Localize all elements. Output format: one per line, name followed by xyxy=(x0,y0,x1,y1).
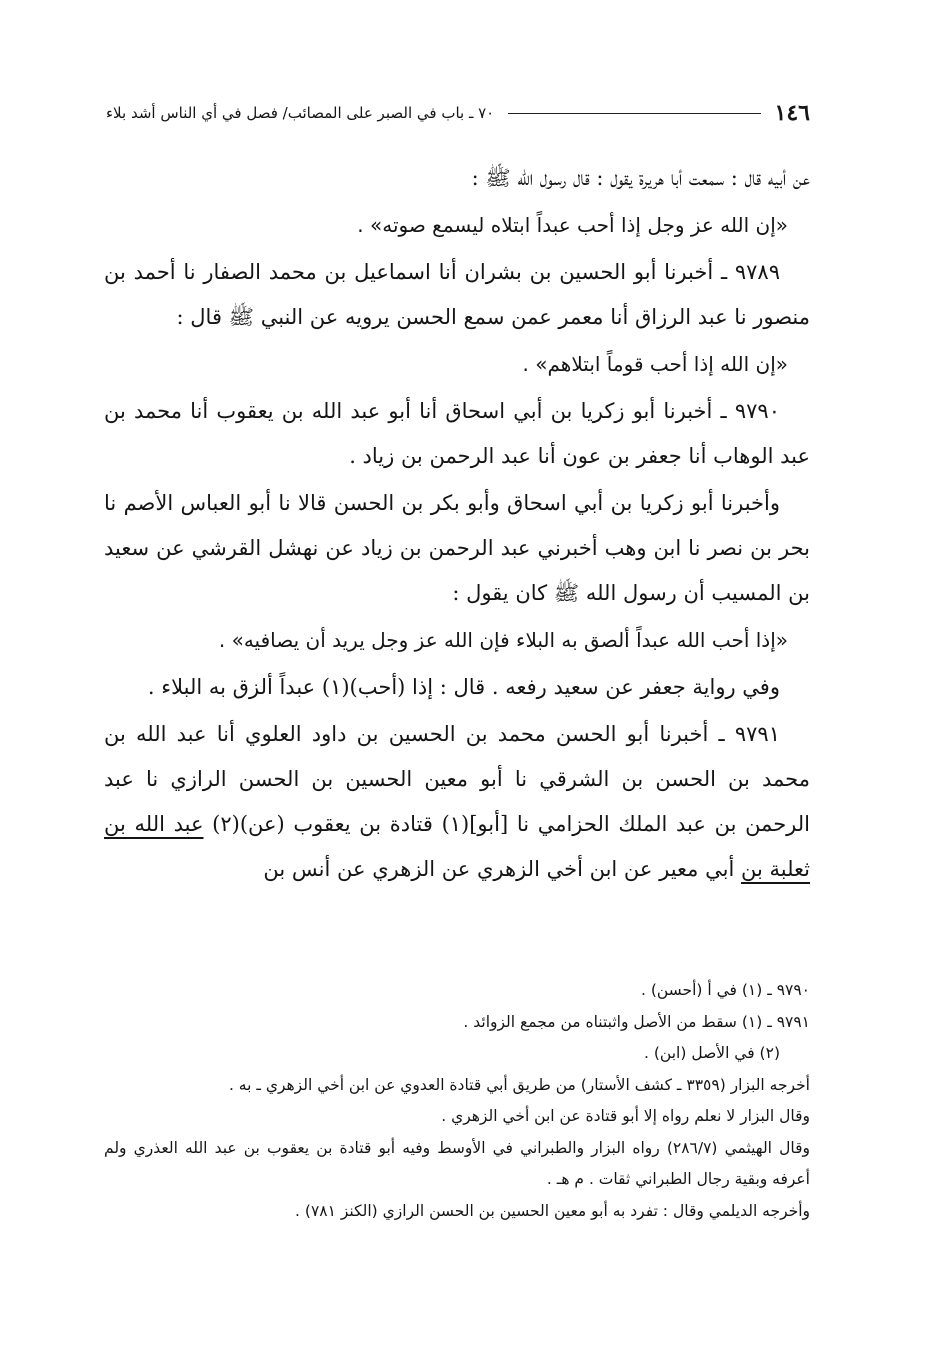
running-title: ٧٠ ـ باب في الصبر على المصائب/ فصل في أي الناس أشد بلاء xyxy=(106,104,495,122)
underlined-name: عبد الله بن ثعلبة بن xyxy=(104,812,810,881)
page-header xyxy=(106,96,810,130)
page-number: ١٤٦ xyxy=(774,100,810,126)
footnote-9791-1: ٩٧٩١ ـ (١) سقط من الأصل واثبتناه من مجمع الزوائد . xyxy=(463,1012,810,1031)
hadith-9791 xyxy=(104,712,810,892)
footnote-bazzar-comment: وقال البزار لا نعلم رواه إلا أبو قتادة عن ابن أخي الزهري . xyxy=(441,1107,810,1125)
hadith-quote-3: «إذا أحب الله عبداً ألصق به البلاء فإن الله عز وجل يريد أن يصافيه» . xyxy=(218,628,788,652)
hadith-9791-tail: أبي معير عن ابن أخي الزهري عن الزهري عن أنس بن xyxy=(263,857,735,881)
footnote-9791-2: (٢) في الأصل (ابن) . xyxy=(644,1044,780,1062)
paragraph-intro: عن أبيه قال : سمعت أبا هريرة يقول : قال رسول الله ﷺ : xyxy=(471,166,810,190)
hadith-9790: ٩٧٩٠ ـ أخبرنا أبو زكريا بن أبي اسحاق أنا أبو عبد الله بن يعقوب أنا محمد بن عبد الوهاب أنا جعفر بن عون أنا عبد الرحمن بن زياد . xyxy=(104,399,810,468)
hadith-quote-2: «إن الله إذا أحب قوماً ابتلاهم» . xyxy=(522,352,788,376)
hadith-9790-chain-2: وأخبرنا أبو زكريا بن أبي اسحاق وأبو بكر بن الحسن قالا نا أبو العباس الأصم نا بحر بن نصر نا ابن وهب أخبرني عبد الرحمن بن زياد عن نهشل القرشي عن سعيد بن المسيب أن رسول الله ﷺ كان يقول : xyxy=(104,491,810,605)
footnote-9790-1: ٩٧٩٠ ـ (١) في أ (أحسن) . xyxy=(640,981,810,999)
hadith-quote-1: «إن الله عز وجل إذا أحب عبداً ابتلاه ليسمع صوته» . xyxy=(357,213,788,237)
footnote-daylami: وأخرجه الديلمي وقال : تفرد به أبو معين الحسين بن الحسن الرازي (الكنز ٧٨١) . xyxy=(295,1201,810,1220)
main-text xyxy=(104,156,810,894)
footnote-takhrij-bazzar: أخرجه البزار (٣٣٥٩ ـ كشف الأستار) من طريق أبي قتادة العدوي عن ابن أخي الزهري ـ به . xyxy=(228,1075,810,1094)
footnotes xyxy=(104,975,810,1227)
hadith-9789: ٩٧٨٩ ـ أخبرنا أبو الحسين بن بشران أنا اسماعيل بن محمد الصفار نا أحمد بن منصور نا عبد الرزاق أنا معمر عمن سمع الحسن يرويه عن النبي ﷺ قال : xyxy=(104,260,810,329)
hadith-9791-chain: ٩٧٩١ ـ أخبرنا أبو الحسن محمد بن الحسين بن داود العلوي أنا عبد الله بن محمد بن الحسن بن الشرقي نا أبو معين الحسين بن الحسن الرازي نا عبد الرحمن بن عبد الملك الحزامي نا [أبو](١) قتادة بن يعقوب (عن)(٢) xyxy=(104,722,810,836)
header-rule xyxy=(508,113,760,114)
narration-variant: وفي رواية جعفر عن سعيد رفعه . قال : إذا (أحب)(١) عبداً ألزق به البلاء . xyxy=(147,675,780,699)
footnote-haythami: وقال الهيثمي (٢٨٦/٧) رواه البزار والطبراني في الأوسط وفيه أبو قتادة بن يعقوب بن عبد الله العذري ولم أعرفه وبقية رجال الطبراني ثقات . م هـ . xyxy=(104,1138,810,1188)
